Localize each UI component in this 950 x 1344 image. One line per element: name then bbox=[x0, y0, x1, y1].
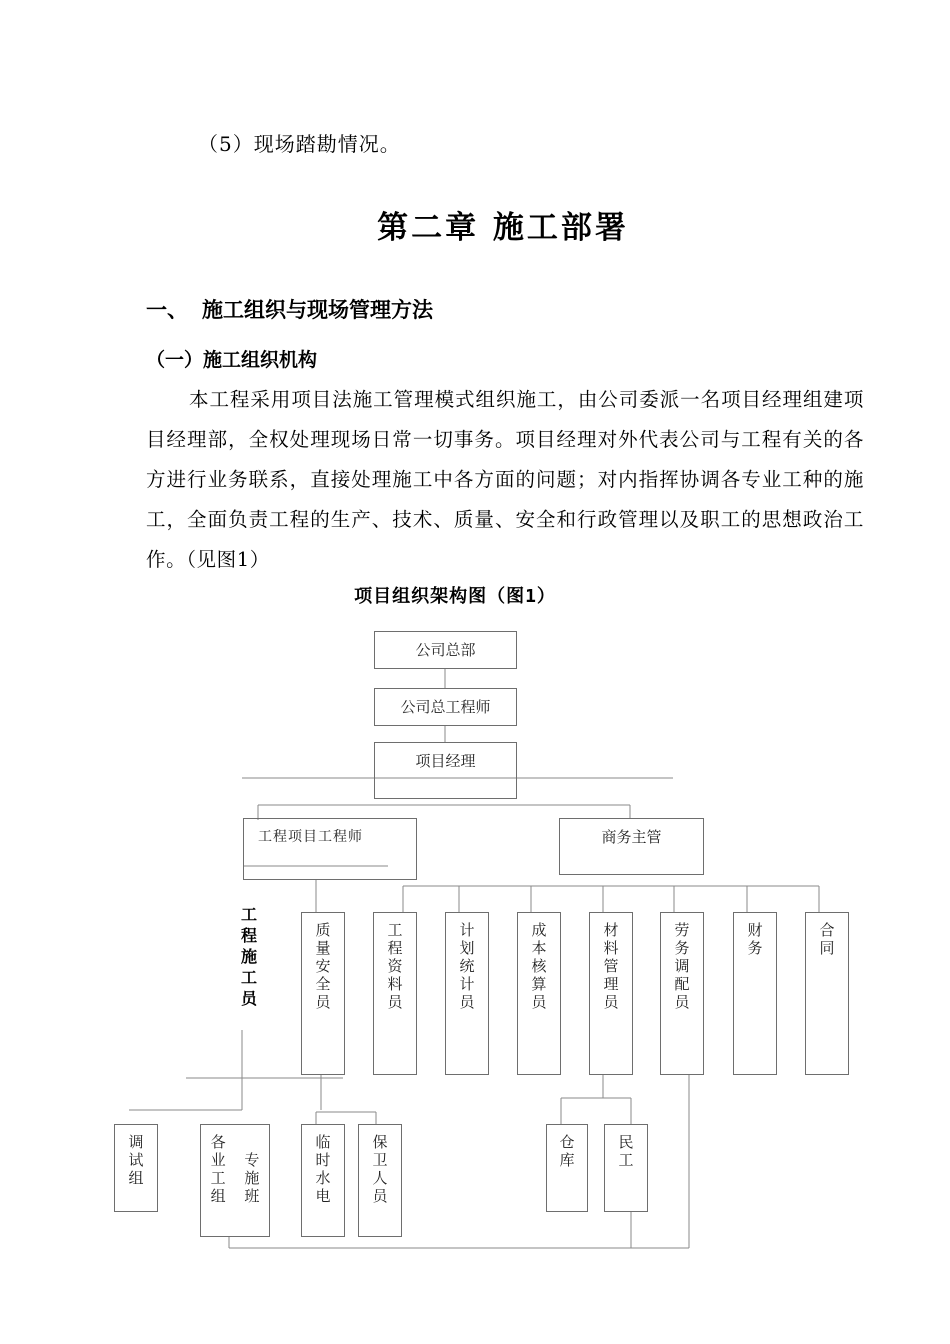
node-cost-accounting: 成本核算员 bbox=[517, 912, 561, 1075]
node-quality-safety: 质量安全员 bbox=[301, 912, 345, 1075]
node-project-manager: 项目经理 bbox=[374, 742, 517, 799]
node-commissioning-team: 调试组 bbox=[114, 1124, 158, 1212]
node-finance: 财务 bbox=[733, 912, 777, 1075]
node-security: 保卫人员 bbox=[358, 1124, 402, 1237]
node-materials: 材料管理员 bbox=[589, 912, 633, 1075]
node-project-engineer: 工程项目工程师 bbox=[243, 818, 417, 880]
trade-teams-left-label: 各业工组 bbox=[210, 1133, 226, 1205]
trade-teams-right-label: 专施班 bbox=[244, 1151, 260, 1205]
chapter-title: 第二章 施工部署 bbox=[377, 210, 629, 246]
figure-caption: 项目组织架构图（图1） bbox=[354, 586, 556, 607]
node-company-hq: 公司总部 bbox=[374, 631, 517, 669]
node-warehouse: 仓库 bbox=[546, 1124, 588, 1212]
node-engineering-docs: 工程资料员 bbox=[373, 912, 417, 1075]
intro-list-item: （5）现场踏勘情况。 bbox=[198, 132, 401, 156]
node-laborers: 民工 bbox=[604, 1124, 648, 1212]
node-contracts: 合同 bbox=[805, 912, 849, 1075]
section-number: 一、 bbox=[146, 298, 188, 322]
node-temp-utilities: 临时水电 bbox=[301, 1124, 345, 1237]
node-planning-stats: 计划统计员 bbox=[445, 912, 489, 1075]
node-commercial-manager: 商务主管 bbox=[559, 818, 704, 875]
node-trade-teams bbox=[200, 1124, 270, 1237]
node-construction-worker: 工程施工员 bbox=[241, 905, 258, 1008]
section-title: 施工组织与现场管理方法 bbox=[202, 298, 433, 322]
subsection-heading: （一）施工组织机构 bbox=[146, 349, 318, 371]
node-labor-allocation: 劳务调配员 bbox=[660, 912, 704, 1075]
body-paragraph: 本工程采用项目法施工管理模式组织施工，由公司委派一名项目经理组建项目经理部，全权处理现场日常一切事务。项目经理对外代表公司与工程有关的各方进行业务联系，直接处理施工中各方面的问题；对内指挥协调各专业工种的施工，全面负责工程的生产、技术、质量、安全和行政管理以及职工的思想政治工作。（见图1） bbox=[146, 388, 864, 571]
node-chief-engineer: 公司总工程师 bbox=[374, 688, 517, 726]
